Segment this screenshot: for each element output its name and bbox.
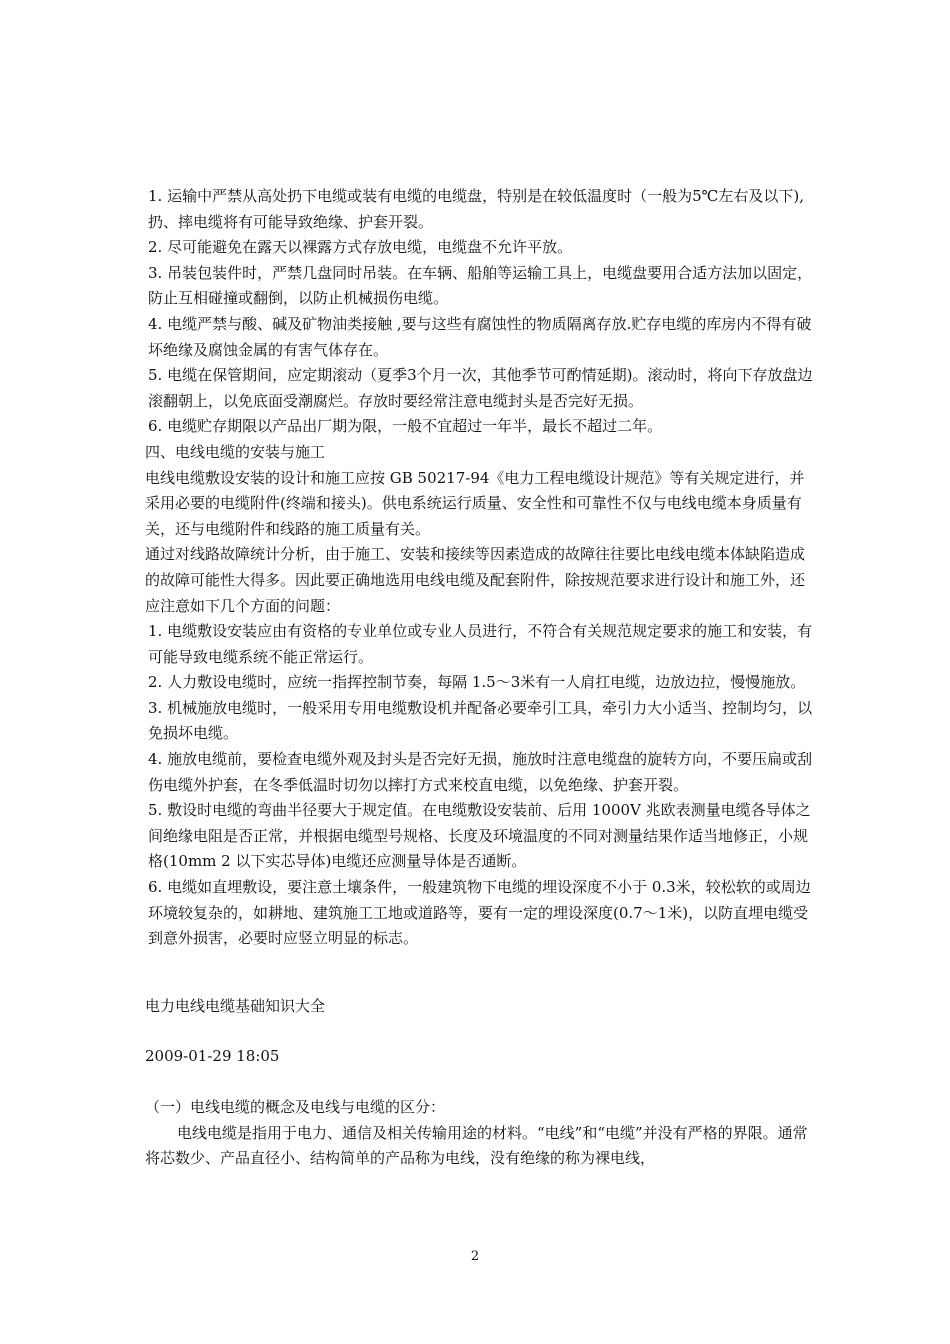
document-body [145,184,815,1172]
storage-item-4: 4. 电缆严禁与酸、碱及矿物油类接触 ,要与这些有腐蚀性的物质隔离存放.贮存电缆的库房内不得有破坏绝缘及腐蚀金属的有害气体存在。 [148,314,812,359]
article-title: 电力电线电缆基础知识大全 [145,996,326,1015]
storage-item-6: 6. 电缆贮存期限以产品出厂期为限，一般不宜超过一年半，最长不超过二年。 [148,417,663,436]
installation-intro: 电线电缆敷设安装的设计和施工应按 GB 50217-94《电力工程电缆设计规范》等有关规定进行，并采用必要的电缆附件(终端和接头)。供电系统运行质量、安全性和可靠性不仅与电线电缆本身质量有关，还与电缆附件和线路的施工质量有关。 [145,468,805,538]
installation-item-1: 1. 电缆敷设安装应由有资格的专业单位或专业人员进行，不符合有关规范规定要求的施工和安装，有可能导致电缆系统不能正常运行。 [148,622,813,666]
installation-analysis: 通过对线路故障统计分析，由于施工、安装和接续等因素造成的故障往往要比电线电缆本体缺陷造成的故障可能性大得多。因此要正确地选用电线电缆及配套附件，除按规范要求进行设计和施工外，还应注意如下几个方面的问题： [145,545,806,615]
storage-item-2: 2. 尽可能避免在露天以裸露方式存放电缆，电缆盘不允许平放。 [148,238,573,257]
installation-item-5: 5. 敷设时电缆的弯曲半径要大于规定值。在电缆敷设安装前、后用 1000V 兆欧表测量电缆各导体之间绝缘电阻是否正常，并根据电缆型号规格、长度及环境温度的不同对测量结果作适当地修正，小规格(10mm 2 以下实芯导体)电缆还应测量导体是否通断。 [148,801,811,871]
spacer [145,1070,815,1095]
article-section-heading: （一）电线电缆的概念及电线与电缆的区分： [145,1098,446,1116]
storage-item-5: 5. 电缆在保管期间，应定期滚动（夏季3个月一次，其他季节可酌情延期)。滚动时，将向下存放盘边滚翻朝上，以免底面受潮腐烂。存放时要经常注意电缆封头是否完好无损。 [148,366,813,410]
installation-item-3: 3. 机械施放电缆时，一般采用专用电缆敷设机并配备必要牵引工具，牵引力大小适当、控制均匀，以免损坏电缆。 [148,698,813,743]
spacer [145,1019,815,1044]
article-timestamp: 2009-01-29 18:05 [145,1047,280,1066]
section-heading-installation: 四、电线电缆的安装与施工 [145,442,326,461]
installation-item-2: 2. 人力敷设电缆时，应统一指挥控制节奏，每隔 1.5～3米有一人肩扛电缆，边放边拉，慢慢施放。 [148,673,806,692]
article-body: 电线电缆是指用于电力、通信及相关传输用途的材料。“电线”和“电缆”并没有严格的界限。通常将芯数少、产品直径小、结构简单的产品称为电线，没有绝缘的称为裸电线， [145,1123,808,1168]
spacer [145,952,815,994]
storage-item-1: 1. 运输中严禁从高处扔下电缆或装有电缆的电缆盘，特别是在较低温度时（一般为5℃左右及以下),扔、摔电缆将有可能导致绝缘、护套开裂。 [148,187,805,231]
installation-item-4: 4. 施放电缆前，要检查电缆外观及封头是否完好无损，施放时注意电缆盘的旋转方向，不要压扁或刮伤电缆外护套，在冬季低温时切勿以摔打方式来校直电缆，以免绝缘、护套开裂。 [148,750,813,794]
storage-item-3: 3. 吊装包装件时，严禁几盘同时吊装。在车辆、船舶等运输工具上，电缆盘要用合适方法加以固定，防止互相碰撞或翻倒，以防止机械损伤电缆。 [148,263,813,308]
page-number: 2 [470,1249,480,1264]
installation-item-6: 6. 电缆如直埋敷设，要注意土壤条件，一般建筑物下电缆的埋设深度不小于 0.3米，较松软的或周边环境较复杂的，如耕地、建筑施工工地或道路等，要有一定的埋设深度(0.7～1米)，以防直埋电缆受到意外损害，必要时应竖立明显的标志。 [148,878,811,948]
